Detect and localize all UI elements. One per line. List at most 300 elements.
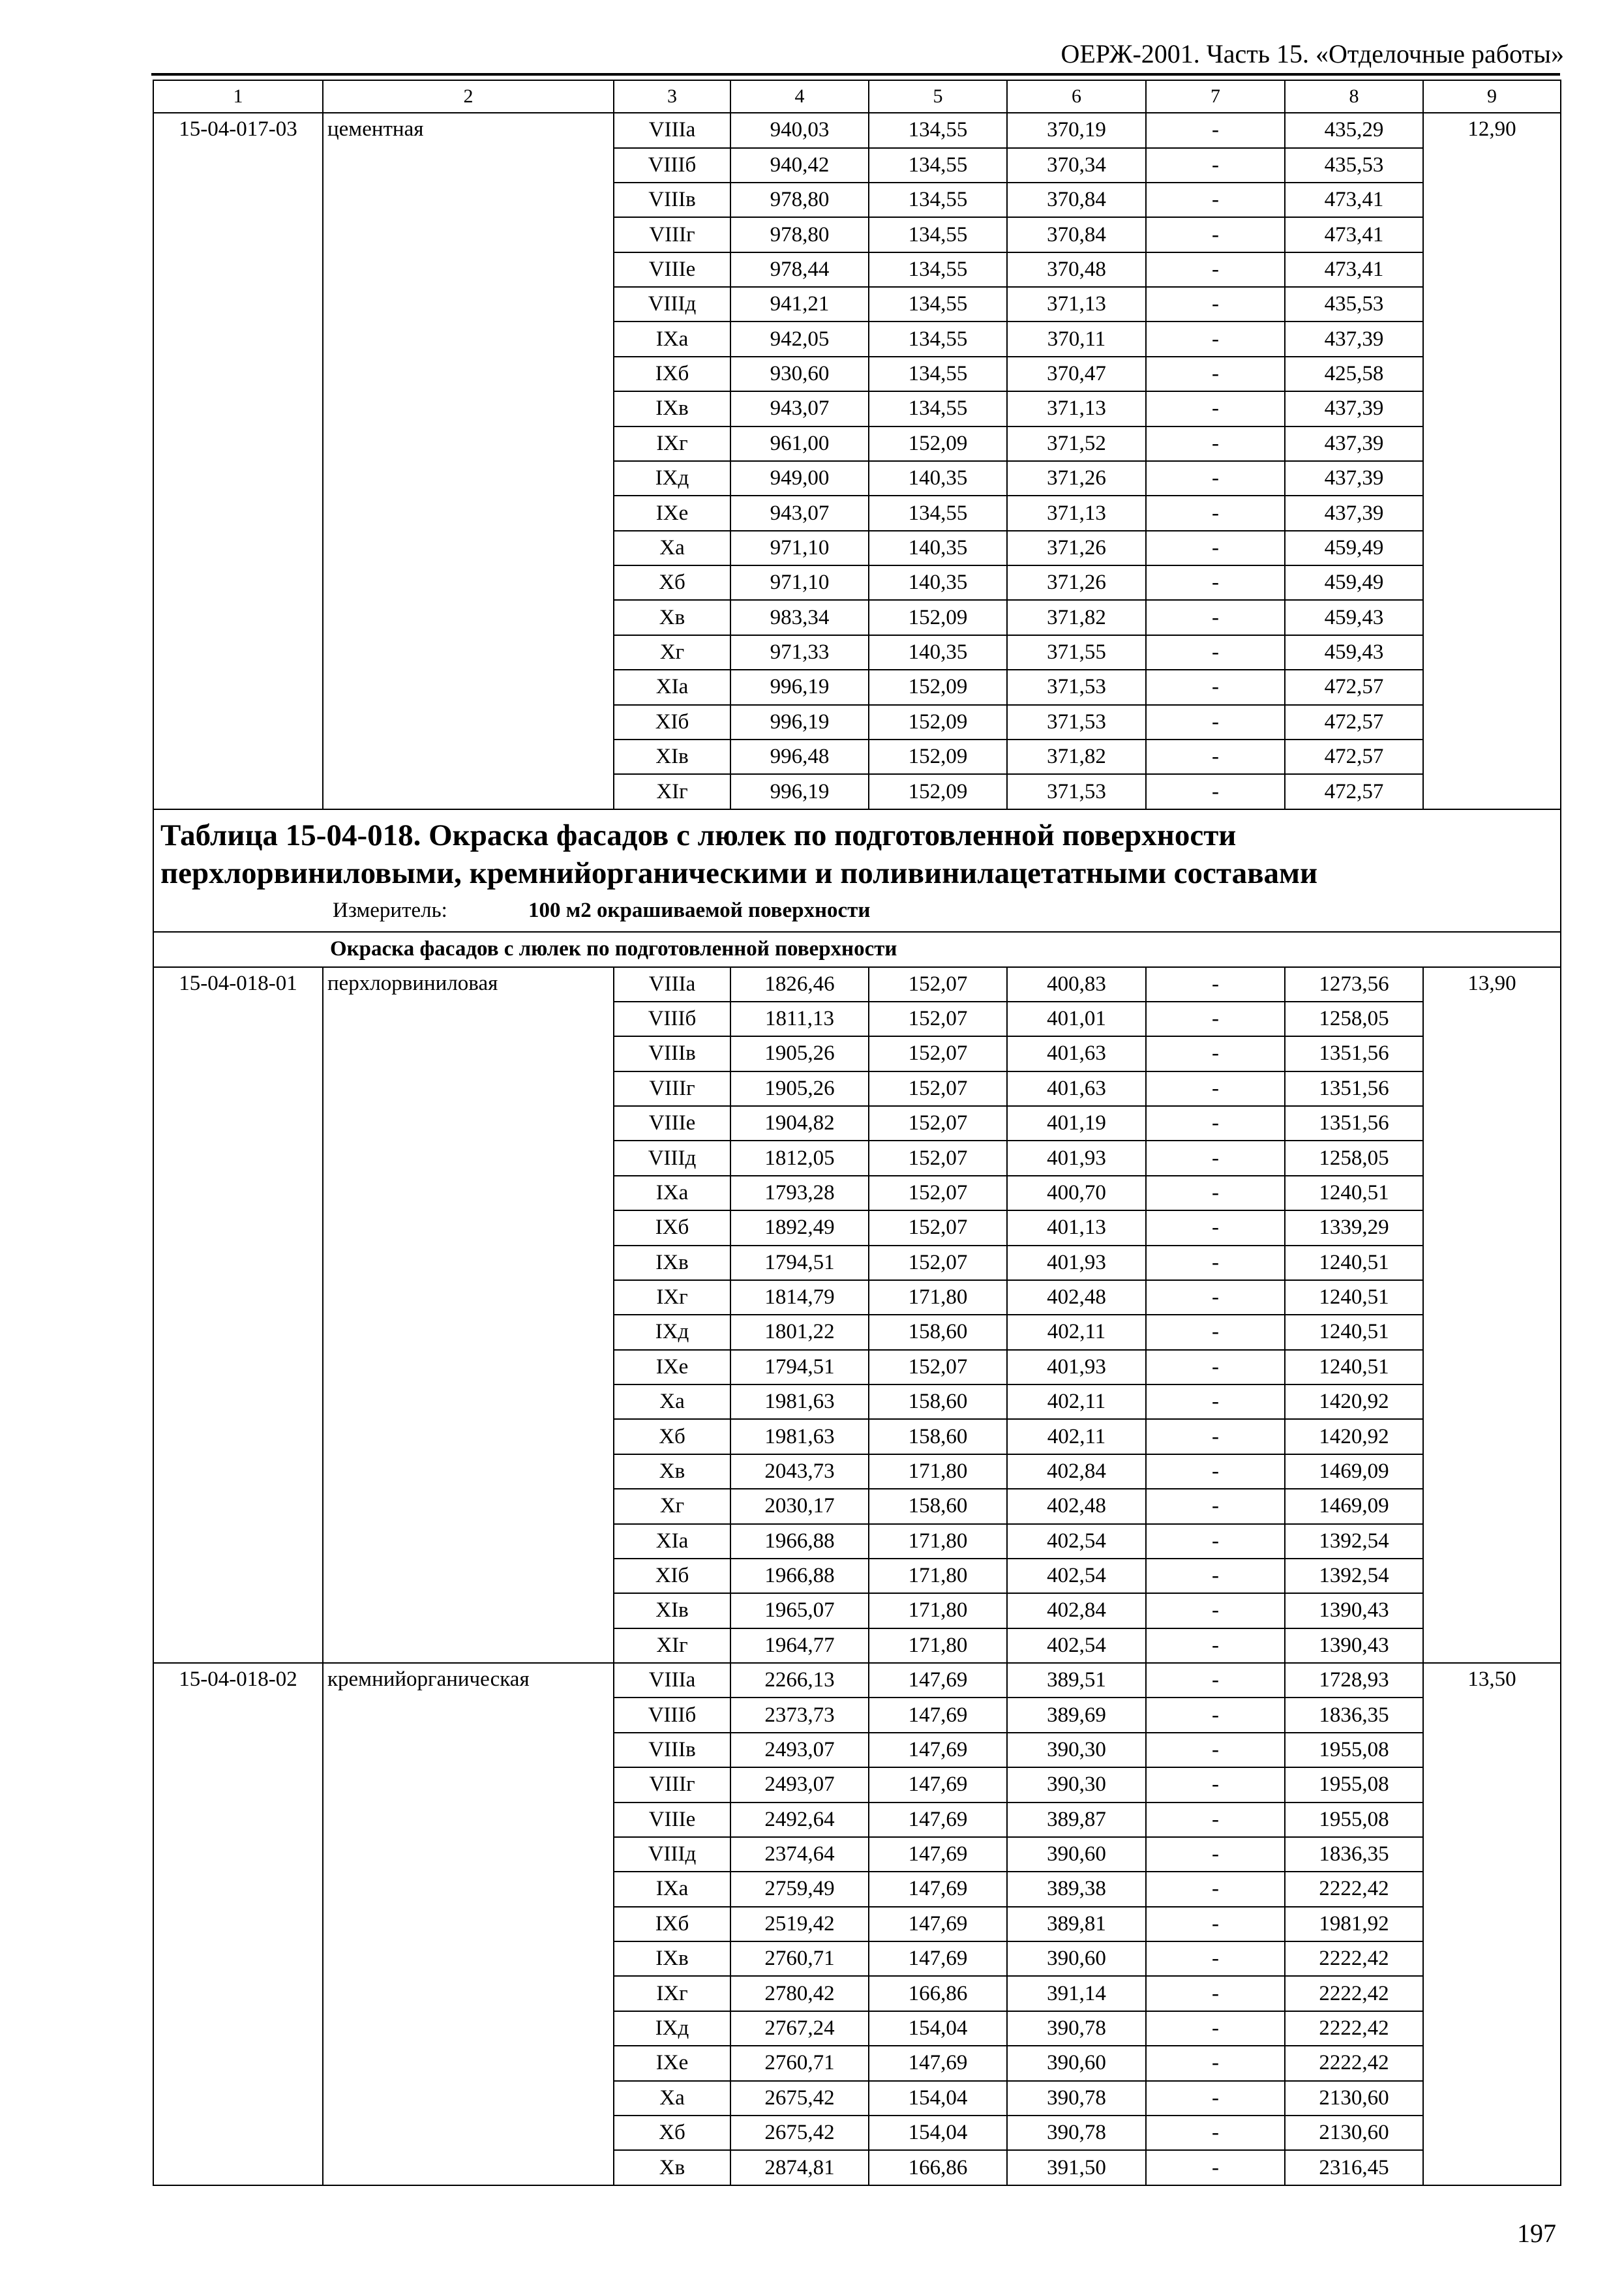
wages-cell: 171,80 xyxy=(869,1280,1007,1315)
page-number: 197 xyxy=(1517,2219,1556,2248)
direct-cost-cell: 1964,77 xyxy=(730,1628,869,1663)
driver-wages-cell: - xyxy=(1146,1907,1285,1941)
labor-cost-cell: 13,90 xyxy=(1423,967,1561,1664)
direct-cost-cell: 978,80 xyxy=(730,217,869,252)
zone-cell: VIIIа xyxy=(614,967,730,1002)
materials-cell: 1390,43 xyxy=(1285,1628,1423,1663)
driver-wages-cell: - xyxy=(1146,1733,1285,1767)
direct-cost-cell: 1892,49 xyxy=(730,1210,869,1245)
materials-cell: 2222,42 xyxy=(1285,2011,1423,2046)
driver-wages-cell: - xyxy=(1146,1419,1285,1454)
materials-cell: 1351,56 xyxy=(1285,1071,1423,1106)
driver-wages-cell: - xyxy=(1146,1941,1285,1976)
materials-cell: 1339,29 xyxy=(1285,1210,1423,1245)
zone-cell: IXд xyxy=(614,461,730,496)
materials-cell: 1469,09 xyxy=(1285,1489,1423,1523)
direct-cost-cell: 1904,82 xyxy=(730,1106,869,1141)
item-code: 15-04-018-01 xyxy=(153,967,323,1664)
materials-cell: 1240,51 xyxy=(1285,1350,1423,1384)
price-table xyxy=(153,80,1561,2186)
machine-cost-cell: 371,53 xyxy=(1007,705,1146,740)
driver-wages-cell: - xyxy=(1146,1036,1285,1071)
materials-cell: 472,57 xyxy=(1285,705,1423,740)
zone-cell: IXе xyxy=(614,2046,730,2080)
wages-cell: 140,35 xyxy=(869,565,1007,600)
zone-cell: Xг xyxy=(614,635,730,670)
driver-wages-cell: - xyxy=(1146,113,1285,147)
machine-cost-cell: 371,26 xyxy=(1007,461,1146,496)
meter-label: Измеритель: xyxy=(333,898,447,922)
wages-cell: 171,80 xyxy=(869,1628,1007,1663)
driver-wages-cell: - xyxy=(1146,1071,1285,1106)
direct-cost-cell: 1966,88 xyxy=(730,1559,869,1593)
materials-cell: 1836,35 xyxy=(1285,1837,1423,1872)
zone-cell: VIIIв xyxy=(614,1036,730,1071)
zone-cell: IXд xyxy=(614,2011,730,2046)
materials-cell: 1955,08 xyxy=(1285,1803,1423,1837)
driver-wages-cell: - xyxy=(1146,1976,1285,2011)
driver-wages-cell: - xyxy=(1146,1141,1285,1175)
zone-cell: VIIIа xyxy=(614,113,730,147)
materials-cell: 459,49 xyxy=(1285,565,1423,600)
zone-cell: IXг xyxy=(614,426,730,461)
driver-wages-cell: - xyxy=(1146,1384,1285,1419)
direct-cost-cell: 1814,79 xyxy=(730,1280,869,1315)
driver-wages-cell: - xyxy=(1146,217,1285,252)
zone-cell: XIв xyxy=(614,1593,730,1628)
driver-wages-cell: - xyxy=(1146,252,1285,287)
wages-cell: 134,55 xyxy=(869,496,1007,530)
wages-cell: 140,35 xyxy=(869,461,1007,496)
machine-cost-cell: 371,53 xyxy=(1007,774,1146,809)
materials-cell: 437,39 xyxy=(1285,496,1423,530)
materials-cell: 1420,92 xyxy=(1285,1419,1423,1454)
subheading: Окраска фасадов с люлек по подготовленной поверхности xyxy=(153,932,1561,966)
machine-cost-cell: 370,84 xyxy=(1007,183,1146,217)
machine-cost-cell: 371,13 xyxy=(1007,496,1146,530)
zone-cell: IXе xyxy=(614,496,730,530)
wages-cell: 158,60 xyxy=(869,1419,1007,1454)
running-header: ОЕРЖ-2001. Часть 15. «Отделочные работы» xyxy=(1060,39,1564,68)
zone-cell: Xа xyxy=(614,531,730,565)
driver-wages-cell: - xyxy=(1146,1593,1285,1628)
direct-cost-cell: 943,07 xyxy=(730,391,869,426)
direct-cost-cell: 996,19 xyxy=(730,774,869,809)
machine-cost-cell: 391,14 xyxy=(1007,1976,1146,2011)
zone-cell: IXг xyxy=(614,1976,730,2011)
direct-cost-cell: 971,10 xyxy=(730,565,869,600)
zone-cell: VIIIд xyxy=(614,1837,730,1872)
labor-cost-cell: 12,90 xyxy=(1423,113,1561,809)
zone-cell: Xб xyxy=(614,2116,730,2150)
driver-wages-cell: - xyxy=(1146,600,1285,635)
column-number: 6 xyxy=(1007,80,1146,113)
materials-cell: 2222,42 xyxy=(1285,1872,1423,1906)
wages-cell: 166,86 xyxy=(869,2150,1007,2185)
direct-cost-cell: 1966,88 xyxy=(730,1524,869,1559)
wages-cell: 134,55 xyxy=(869,322,1007,356)
direct-cost-cell: 2759,49 xyxy=(730,1872,869,1906)
machine-cost-cell: 389,51 xyxy=(1007,1663,1146,1698)
direct-cost-cell: 1826,46 xyxy=(730,967,869,1002)
machine-cost-cell: 390,60 xyxy=(1007,1941,1146,1976)
machine-cost-cell: 371,13 xyxy=(1007,391,1146,426)
driver-wages-cell: - xyxy=(1146,1803,1285,1837)
zone-cell: VIIIе xyxy=(614,1803,730,1837)
wages-cell: 158,60 xyxy=(869,1384,1007,1419)
direct-cost-cell: 2030,17 xyxy=(730,1489,869,1523)
machine-cost-cell: 371,52 xyxy=(1007,426,1146,461)
driver-wages-cell: - xyxy=(1146,1837,1285,1872)
direct-cost-cell: 971,33 xyxy=(730,635,869,670)
materials-cell: 459,43 xyxy=(1285,600,1423,635)
item-code: 15-04-018-02 xyxy=(153,1663,323,2185)
zone-cell: IXб xyxy=(614,357,730,391)
driver-wages-cell: - xyxy=(1146,740,1285,774)
direct-cost-cell: 1981,63 xyxy=(730,1384,869,1419)
machine-cost-cell: 370,47 xyxy=(1007,357,1146,391)
machine-cost-cell: 401,93 xyxy=(1007,1246,1146,1280)
driver-wages-cell: - xyxy=(1146,2011,1285,2046)
driver-wages-cell: - xyxy=(1146,1176,1285,1210)
zone-cell: IXв xyxy=(614,1246,730,1280)
wages-cell: 152,07 xyxy=(869,967,1007,1002)
driver-wages-cell: - xyxy=(1146,1454,1285,1489)
zone-cell: IXв xyxy=(614,391,730,426)
direct-cost-cell: 1793,28 xyxy=(730,1176,869,1210)
machine-cost-cell: 401,13 xyxy=(1007,1210,1146,1245)
column-number: 7 xyxy=(1146,80,1285,113)
materials-cell: 1351,56 xyxy=(1285,1036,1423,1071)
wages-cell: 147,69 xyxy=(869,1663,1007,1698)
wages-cell: 152,07 xyxy=(869,1071,1007,1106)
wages-cell: 152,09 xyxy=(869,670,1007,704)
zone-cell: VIIIг xyxy=(614,1767,730,1802)
header-rule xyxy=(151,73,1560,76)
machine-cost-cell: 402,48 xyxy=(1007,1280,1146,1315)
table-caption xyxy=(153,809,1561,932)
materials-cell: 2222,42 xyxy=(1285,1976,1423,2011)
driver-wages-cell: - xyxy=(1146,1489,1285,1523)
materials-cell: 437,39 xyxy=(1285,461,1423,496)
direct-cost-cell: 1794,51 xyxy=(730,1350,869,1384)
direct-cost-cell: 1794,51 xyxy=(730,1246,869,1280)
wages-cell: 152,07 xyxy=(869,1036,1007,1071)
machine-cost-cell: 371,82 xyxy=(1007,740,1146,774)
machine-cost-cell: 389,69 xyxy=(1007,1698,1146,1732)
direct-cost-cell: 1981,63 xyxy=(730,1419,869,1454)
wages-cell: 154,04 xyxy=(869,2081,1007,2116)
direct-cost-cell: 2675,42 xyxy=(730,2081,869,2116)
materials-cell: 425,58 xyxy=(1285,357,1423,391)
machine-cost-cell: 391,50 xyxy=(1007,2150,1146,2185)
wages-cell: 140,35 xyxy=(869,531,1007,565)
driver-wages-cell: - xyxy=(1146,426,1285,461)
direct-cost-cell: 940,42 xyxy=(730,148,869,183)
wages-cell: 147,69 xyxy=(869,1872,1007,1906)
meter-line xyxy=(160,896,1554,925)
driver-wages-cell: - xyxy=(1146,531,1285,565)
driver-wages-cell: - xyxy=(1146,1767,1285,1802)
driver-wages-cell: - xyxy=(1146,670,1285,704)
wages-cell: 166,86 xyxy=(869,1976,1007,2011)
machine-cost-cell: 402,84 xyxy=(1007,1593,1146,1628)
direct-cost-cell: 978,44 xyxy=(730,252,869,287)
direct-cost-cell: 971,10 xyxy=(730,531,869,565)
materials-cell: 1351,56 xyxy=(1285,1106,1423,1141)
materials-cell: 1728,93 xyxy=(1285,1663,1423,1698)
zone-cell: XIг xyxy=(614,774,730,809)
materials-cell: 437,39 xyxy=(1285,391,1423,426)
materials-cell: 1836,35 xyxy=(1285,1698,1423,1732)
wages-cell: 171,80 xyxy=(869,1454,1007,1489)
materials-cell: 2222,42 xyxy=(1285,1941,1423,1976)
zone-cell: XIв xyxy=(614,740,730,774)
item-name: перхлорвиниловая xyxy=(323,967,614,1664)
machine-cost-cell: 390,30 xyxy=(1007,1733,1146,1767)
table-caption-row xyxy=(153,809,1561,932)
direct-cost-cell: 942,05 xyxy=(730,322,869,356)
wages-cell: 171,80 xyxy=(869,1524,1007,1559)
direct-cost-cell: 2266,13 xyxy=(730,1663,869,1698)
driver-wages-cell: - xyxy=(1146,1246,1285,1280)
driver-wages-cell: - xyxy=(1146,148,1285,183)
direct-cost-cell: 930,60 xyxy=(730,357,869,391)
zone-cell: IXб xyxy=(614,1210,730,1245)
wages-cell: 134,55 xyxy=(869,217,1007,252)
wages-cell: 154,04 xyxy=(869,2116,1007,2150)
driver-wages-cell: - xyxy=(1146,565,1285,600)
wages-cell: 152,07 xyxy=(869,1246,1007,1280)
column-number: 9 xyxy=(1423,80,1561,113)
zone-cell: IXд xyxy=(614,1315,730,1349)
column-number: 4 xyxy=(730,80,869,113)
direct-cost-cell: 2767,24 xyxy=(730,2011,869,2046)
machine-cost-cell: 371,13 xyxy=(1007,287,1146,322)
zone-cell: IXа xyxy=(614,1176,730,1210)
table-row xyxy=(153,1663,1561,1698)
zone-cell: XIг xyxy=(614,1628,730,1663)
machine-cost-cell: 402,11 xyxy=(1007,1315,1146,1349)
wages-cell: 134,55 xyxy=(869,287,1007,322)
machine-cost-cell: 389,87 xyxy=(1007,1803,1146,1837)
materials-cell: 2222,42 xyxy=(1285,2046,1423,2080)
wages-cell: 152,09 xyxy=(869,600,1007,635)
machine-cost-cell: 371,53 xyxy=(1007,670,1146,704)
wages-cell: 147,69 xyxy=(869,1803,1007,1837)
driver-wages-cell: - xyxy=(1146,183,1285,217)
wages-cell: 158,60 xyxy=(869,1315,1007,1349)
direct-cost-cell: 961,00 xyxy=(730,426,869,461)
direct-cost-cell: 2780,42 xyxy=(730,1976,869,2011)
materials-cell: 1258,05 xyxy=(1285,1002,1423,1036)
materials-cell: 1240,51 xyxy=(1285,1176,1423,1210)
column-number: 5 xyxy=(869,80,1007,113)
direct-cost-cell: 949,00 xyxy=(730,461,869,496)
zone-cell: IXе xyxy=(614,1350,730,1384)
machine-cost-cell: 402,54 xyxy=(1007,1559,1146,1593)
driver-wages-cell: - xyxy=(1146,461,1285,496)
machine-cost-cell: 370,84 xyxy=(1007,217,1146,252)
zone-cell: VIIIб xyxy=(614,1002,730,1036)
machine-cost-cell: 370,48 xyxy=(1007,252,1146,287)
materials-cell: 435,29 xyxy=(1285,113,1423,147)
driver-wages-cell: - xyxy=(1146,2116,1285,2150)
machine-cost-cell: 390,78 xyxy=(1007,2116,1146,2150)
materials-cell: 473,41 xyxy=(1285,252,1423,287)
materials-cell: 2130,60 xyxy=(1285,2116,1423,2150)
zone-cell: IXа xyxy=(614,322,730,356)
materials-cell: 472,57 xyxy=(1285,740,1423,774)
direct-cost-cell: 2874,81 xyxy=(730,2150,869,2185)
materials-cell: 459,43 xyxy=(1285,635,1423,670)
wages-cell: 171,80 xyxy=(869,1559,1007,1593)
machine-cost-cell: 402,54 xyxy=(1007,1524,1146,1559)
driver-wages-cell: - xyxy=(1146,1559,1285,1593)
wages-cell: 152,09 xyxy=(869,740,1007,774)
machine-cost-cell: 401,93 xyxy=(1007,1141,1146,1175)
direct-cost-cell: 2675,42 xyxy=(730,2116,869,2150)
machine-cost-cell: 390,60 xyxy=(1007,2046,1146,2080)
machine-cost-cell: 402,54 xyxy=(1007,1628,1146,1663)
direct-cost-cell: 996,19 xyxy=(730,670,869,704)
machine-cost-cell: 389,81 xyxy=(1007,1907,1146,1941)
wages-cell: 152,07 xyxy=(869,1141,1007,1175)
direct-cost-cell: 2760,71 xyxy=(730,1941,869,1976)
materials-cell: 1258,05 xyxy=(1285,1141,1423,1175)
direct-cost-cell: 1905,26 xyxy=(730,1036,869,1071)
meter-value: 100 м2 окрашиваемой поверхности xyxy=(528,898,871,922)
machine-cost-cell: 401,19 xyxy=(1007,1106,1146,1141)
driver-wages-cell: - xyxy=(1146,496,1285,530)
wages-cell: 147,69 xyxy=(869,1767,1007,1802)
materials-cell: 1273,56 xyxy=(1285,967,1423,1002)
driver-wages-cell: - xyxy=(1146,1628,1285,1663)
zone-cell: XIа xyxy=(614,1524,730,1559)
direct-cost-cell: 2493,07 xyxy=(730,1733,869,1767)
machine-cost-cell: 371,26 xyxy=(1007,565,1146,600)
wages-cell: 147,69 xyxy=(869,1837,1007,1872)
zone-cell: VIIIб xyxy=(614,1698,730,1732)
wages-cell: 152,09 xyxy=(869,705,1007,740)
machine-cost-cell: 400,83 xyxy=(1007,967,1146,1002)
item-name: цементная xyxy=(323,113,614,809)
wages-cell: 147,69 xyxy=(869,1698,1007,1732)
table-title-line-2: перхлорвиниловыми, кремнийорганическими и поливинилацетатными составами xyxy=(160,856,1318,890)
wages-cell: 158,60 xyxy=(869,1489,1007,1523)
zone-cell: XIб xyxy=(614,705,730,740)
wages-cell: 147,69 xyxy=(869,1733,1007,1767)
machine-cost-cell: 390,78 xyxy=(1007,2011,1146,2046)
wages-cell: 134,55 xyxy=(869,113,1007,147)
direct-cost-cell: 996,48 xyxy=(730,740,869,774)
materials-cell: 2130,60 xyxy=(1285,2081,1423,2116)
machine-cost-cell: 370,34 xyxy=(1007,148,1146,183)
zone-cell: Xб xyxy=(614,1419,730,1454)
wages-cell: 152,07 xyxy=(869,1350,1007,1384)
wages-cell: 152,09 xyxy=(869,426,1007,461)
materials-cell: 1955,08 xyxy=(1285,1767,1423,1802)
driver-wages-cell: - xyxy=(1146,635,1285,670)
zone-cell: IXг xyxy=(614,1280,730,1315)
materials-cell: 1392,54 xyxy=(1285,1559,1423,1593)
zone-cell: VIIIе xyxy=(614,1106,730,1141)
zone-cell: VIIIд xyxy=(614,1141,730,1175)
driver-wages-cell: - xyxy=(1146,1663,1285,1698)
machine-cost-cell: 402,84 xyxy=(1007,1454,1146,1489)
zone-cell: XIа xyxy=(614,670,730,704)
machine-cost-cell: 371,26 xyxy=(1007,531,1146,565)
machine-cost-cell: 400,70 xyxy=(1007,1176,1146,1210)
machine-cost-cell: 390,30 xyxy=(1007,1767,1146,1802)
direct-cost-cell: 2493,07 xyxy=(730,1767,869,1802)
machine-cost-cell: 390,78 xyxy=(1007,2081,1146,2116)
direct-cost-cell: 943,07 xyxy=(730,496,869,530)
zone-cell: VIIIв xyxy=(614,183,730,217)
wages-cell: 171,80 xyxy=(869,1593,1007,1628)
driver-wages-cell: - xyxy=(1146,1106,1285,1141)
driver-wages-cell: - xyxy=(1146,2081,1285,2116)
wages-cell: 134,55 xyxy=(869,148,1007,183)
zone-cell: VIIIд xyxy=(614,287,730,322)
table-body xyxy=(153,80,1561,2185)
zone-cell: Xб xyxy=(614,565,730,600)
machine-cost-cell: 402,11 xyxy=(1007,1384,1146,1419)
machine-cost-cell: 401,01 xyxy=(1007,1002,1146,1036)
table-title-line-1: Таблица 15-04-018. Окраска фасадов с люлек по подготовленной поверхности xyxy=(160,818,1237,852)
direct-cost-cell: 996,19 xyxy=(730,705,869,740)
machine-cost-cell: 370,19 xyxy=(1007,113,1146,147)
direct-cost-cell: 2760,71 xyxy=(730,2046,869,2080)
materials-cell: 437,39 xyxy=(1285,426,1423,461)
wages-cell: 134,55 xyxy=(869,183,1007,217)
machine-cost-cell: 401,63 xyxy=(1007,1071,1146,1106)
machine-cost-cell: 371,82 xyxy=(1007,600,1146,635)
materials-cell: 1392,54 xyxy=(1285,1524,1423,1559)
wages-cell: 147,69 xyxy=(869,1907,1007,1941)
driver-wages-cell: - xyxy=(1146,357,1285,391)
zone-cell: Xв xyxy=(614,2150,730,2185)
zone-cell: Xг xyxy=(614,1489,730,1523)
materials-cell: 473,41 xyxy=(1285,217,1423,252)
materials-cell: 1240,51 xyxy=(1285,1315,1423,1349)
materials-cell: 1955,08 xyxy=(1285,1733,1423,1767)
driver-wages-cell: - xyxy=(1146,1872,1285,1906)
wages-cell: 152,09 xyxy=(869,774,1007,809)
materials-cell: 1240,51 xyxy=(1285,1246,1423,1280)
driver-wages-cell: - xyxy=(1146,2150,1285,2185)
zone-cell: Xа xyxy=(614,1384,730,1419)
zone-cell: IXа xyxy=(614,1872,730,1906)
zone-cell: VIIIв xyxy=(614,1733,730,1767)
direct-cost-cell: 940,03 xyxy=(730,113,869,147)
direct-cost-cell: 983,34 xyxy=(730,600,869,635)
driver-wages-cell: - xyxy=(1146,774,1285,809)
driver-wages-cell: - xyxy=(1146,287,1285,322)
materials-cell: 472,57 xyxy=(1285,774,1423,809)
zone-cell: VIIIг xyxy=(614,1071,730,1106)
materials-cell: 437,39 xyxy=(1285,322,1423,356)
zone-cell: XIб xyxy=(614,1559,730,1593)
direct-cost-cell: 2043,73 xyxy=(730,1454,869,1489)
wages-cell: 154,04 xyxy=(869,2011,1007,2046)
wages-cell: 152,07 xyxy=(869,1210,1007,1245)
direct-cost-cell: 1905,26 xyxy=(730,1071,869,1106)
zone-cell: Xв xyxy=(614,1454,730,1489)
driver-wages-cell: - xyxy=(1146,1350,1285,1384)
wages-cell: 134,55 xyxy=(869,391,1007,426)
materials-cell: 435,53 xyxy=(1285,287,1423,322)
